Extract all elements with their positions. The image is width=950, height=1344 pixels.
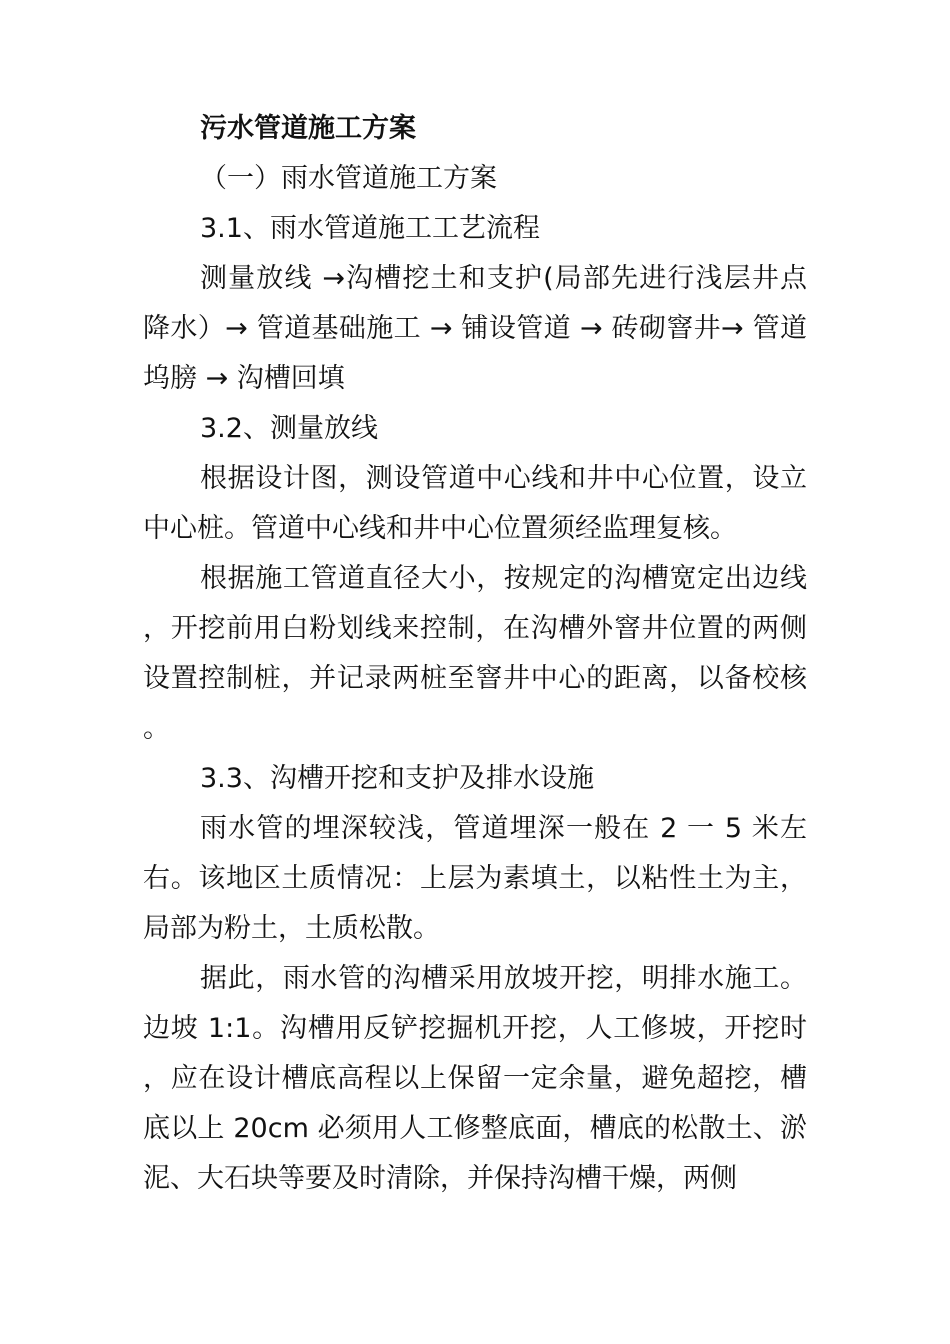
paragraph-survey-2: 根据施工管道直径大小，按规定的沟槽宽定出边线，开挖前用白粉划线来控制，在沟槽外窨井位置的两侧设置控制桩，并记录两桩至窨井中心的距离，以备校核。 — [143, 563, 807, 744]
paragraph-process-flow: 测量放线 →沟槽挖土和支护(局部先进行浅层井点降水）→ 管道基础施工 → 铺设管道 → 砖砌窨井→ 管道坞膀 → 沟槽回填 — [143, 263, 807, 394]
section-heading: （一）雨水管道施工方案 — [200, 163, 497, 194]
heading-3-1: 3.1、雨水管道施工工艺流程 — [200, 213, 540, 244]
paragraph-trench-2: 据此，雨水管的沟槽采用放坡开挖，明排水施工。边坡 1:1。沟槽用反铲挖掘机开挖，人工修坡，开挖时，应在设计槽底高程以上保留一定余量，避免超挖，槽底以上 20cm 必须用人工修整底面，槽底的松散土、淤泥、大石块等要及时清除，并保持沟槽干燥，两侧 — [143, 963, 807, 1194]
heading-3-3: 3.3、沟槽开挖和支护及排水设施 — [200, 763, 594, 794]
document-title: 污水管道施工方案 — [200, 113, 416, 144]
document-body — [143, 104, 807, 1204]
paragraph-trench-1: 雨水管的埋深较浅，管道埋深一般在 2 一 5 米左右。该地区土质情况：上层为素填土，以粘性土为主，局部为粉土，土质松散。 — [143, 813, 807, 944]
heading-3-2: 3.2、测量放线 — [200, 413, 378, 444]
paragraph-survey-1: 根据设计图，测设管道中心线和井中心位置，设立中心桩。管道中心线和井中心位置须经监理复核。 — [143, 463, 807, 544]
